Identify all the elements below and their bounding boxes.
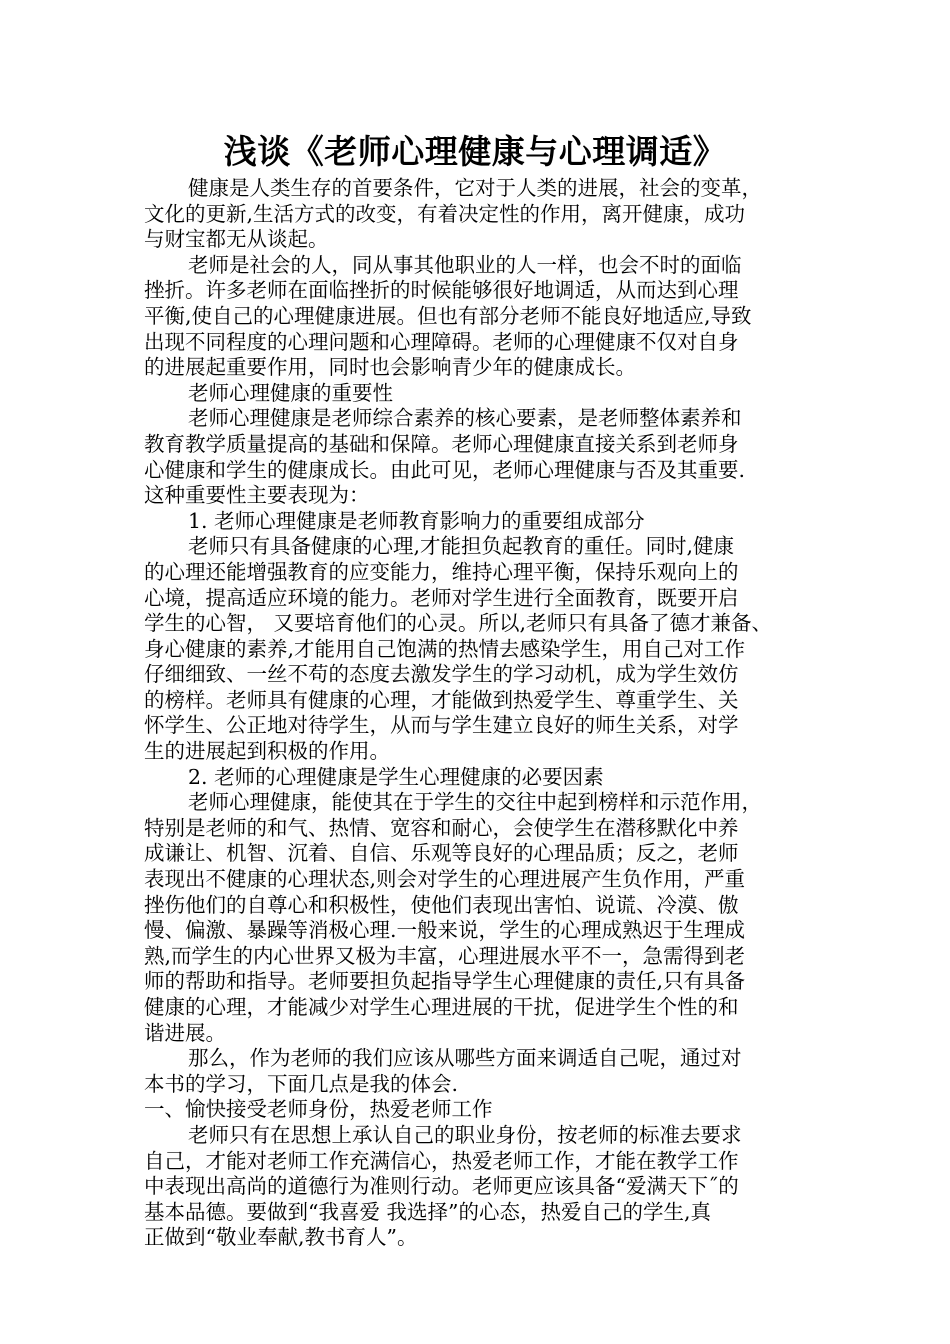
- text-line: 慢、偏激、暴躁等消极心理.一般来说，学生的心理成熟迟于生理成: [144, 918, 746, 943]
- text-line: 身心健康的素养,才能用自己饱满的热情去感染学生，用自己对工作: [144, 636, 746, 661]
- text-line: 这种重要性主要表现为：: [144, 483, 370, 508]
- text-line: 那么，作为老师的我们应该从哪些方面来调适自己呢，通过对: [188, 1046, 742, 1071]
- text-line: 中表现出高尚的道德行为准则行动。老师更应该具备“爱满天下˝的: [144, 1174, 739, 1199]
- text-line: 自己，才能对老师工作充满信心，热爱老师工作，才能在教学工作: [144, 1148, 739, 1173]
- text-line: 老师心理健康的重要性: [188, 380, 393, 405]
- text-line: 仔细细致、一丝不苟的态度去激发学生的学习动机，成为学生效仿: [144, 662, 739, 687]
- text-line: 学生的心智， 又要培育他们的心灵。所以,老师只有具备了德才兼备、: [144, 611, 773, 636]
- text-line: 老师心理健康，能使其在于学生的交往中起到榜样和示范作用，: [188, 790, 762, 815]
- text-line: 的心理还能增强教育的应变能力，维持心理平衡，保持乐观向上的: [144, 559, 739, 584]
- document-body: [144, 176, 810, 1251]
- text-line: 平衡,使自己的心理健康进展。但也有部分老师不能良好地适应,导致: [144, 303, 752, 328]
- text-line: 心健康和学生的健康成长。由此可见，老师心理健康与否及其重要.: [144, 457, 746, 482]
- text-line: 正做到“敬业奉献,教书育人”。: [144, 1225, 418, 1250]
- text-line: 谐进展。: [144, 1020, 226, 1045]
- text-line: 怀学生、公正地对待学生，从而与学生建立良好的师生关系，对学: [144, 713, 739, 738]
- text-line: 生的进展起到积极的作用。: [144, 739, 390, 764]
- text-line: 的进展起重要作用，同时也会影响青少年的健康成长。: [144, 355, 636, 380]
- text-line: 表现出不健康的心理状态,则会对学生的心理进展产生负作用，严重: [144, 867, 746, 892]
- text-line: 老师心理健康是老师综合素养的核心要素，是老师整体素养和: [188, 406, 742, 431]
- text-line: 成谦让、机智、沉着、自信、乐观等良好的心理品质；反之，老师: [144, 841, 739, 866]
- text-line: 健康的心理，才能减少对学生心理进展的干扰，促进学生个性的和: [144, 995, 739, 1019]
- text-line: 1. 老师心理健康是老师教育影响力的重要组成部分: [188, 508, 645, 533]
- text-line: 熟,而学生的内心世界又极为丰富，心理进展水平不一，急需得到老: [144, 943, 746, 968]
- text-line: 本书的学习，下面几点是我的体会.: [144, 1071, 459, 1096]
- text-line: 教育教学质量提高的基础和保障。老师心理健康直接关系到老师身: [144, 431, 739, 456]
- text-line: 心境，提高适应环境的能力。老师对学生进行全面教育，既要开启: [144, 585, 739, 610]
- text-line: 出现不同程度的心理问题和心理障碍。老师的心理健康不仅对自身: [144, 329, 739, 354]
- text-line: 一、愉快接受老师身份，热爱老师工作: [144, 1097, 493, 1122]
- text-line: 2. 老师的心理健康是学生心理健康的必要因素: [188, 764, 604, 789]
- text-line: 的榜样。老师具有健康的心理，才能做到热爱学生、尊重学生、关: [144, 687, 739, 712]
- document-title: 浅谈《老师心理健康与心理调适》: [223, 132, 727, 171]
- text-line: 挫伤他们的自尊心和积极性，使他们表现出害怕、说谎、冷漠、傲: [144, 892, 739, 917]
- text-line: 老师只有具备健康的心理,才能担负起教育的重任。同时,健康: [188, 534, 735, 559]
- text-line: 老师是社会的人，同从事其他职业的人一样，也会不时的面临: [188, 252, 742, 277]
- text-line: 健康是人类生存的首要条件，它对于人类的进展，社会的变革，: [188, 176, 762, 200]
- text-line: 挫折。许多老师在面临挫折的时候能够很好地调适，从而达到心理: [144, 278, 739, 303]
- text-line: 文化的更新,生活方式的改变，有着决定性的作用，离开健康，成功: [144, 201, 746, 226]
- text-line: 特别是老师的和气、热情、宽容和耐心，会使学生在潜移默化中养: [144, 815, 739, 840]
- text-line: 基本品德。要做到“我喜爱 我选择”的心态，热爱自己的学生,真: [144, 1199, 711, 1224]
- text-line: 老师只有在思想上承认自己的职业身份，按老师的标准去要求: [188, 1122, 742, 1147]
- text-line: 与财宝都无从谈起。: [144, 227, 329, 252]
- text-line: 师的帮助和指导。老师要担负起指导学生心理健康的责任,只有具备: [144, 969, 746, 994]
